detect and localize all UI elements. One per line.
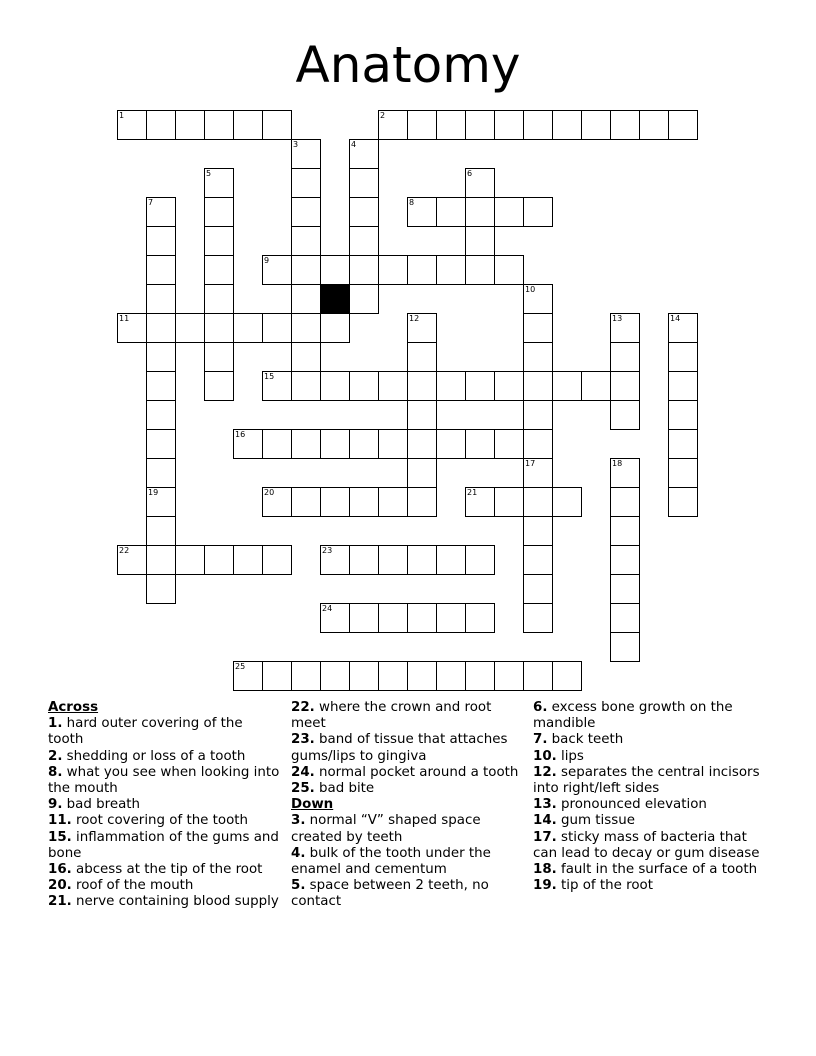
grid-cell[interactable]: [204, 226, 234, 256]
clue-number: 5.: [291, 878, 306, 894]
grid-cell[interactable]: [523, 545, 553, 575]
grid-cell[interactable]: [117, 110, 147, 140]
grid-cell[interactable]: [436, 429, 466, 459]
clue-number: 13.: [533, 797, 557, 813]
grid-cell[interactable]: [146, 487, 176, 517]
grid-cell[interactable]: [262, 487, 292, 517]
grid-cell[interactable]: [349, 255, 379, 285]
grid-cell[interactable]: [146, 226, 176, 256]
grid-cell[interactable]: [233, 110, 263, 140]
grid-cell[interactable]: [552, 487, 582, 517]
grid-cell[interactable]: [523, 371, 553, 401]
clue-down-6: [533, 700, 773, 732]
grid-cell[interactable]: [349, 168, 379, 198]
grid-cell[interactable]: [523, 487, 553, 517]
grid-cell[interactable]: [146, 284, 176, 314]
clue-across-11: [48, 813, 280, 829]
clue-number: 3.: [291, 813, 306, 829]
clue-down-19: [533, 878, 773, 894]
grid-cell[interactable]: [465, 110, 495, 140]
grid-cell[interactable]: [523, 197, 553, 227]
grid-cell[interactable]: [494, 371, 524, 401]
clue-number: 15.: [48, 829, 72, 845]
grid-cell[interactable]: [407, 545, 437, 575]
clue-text: sticky mass of bacteria that can lead to decay or gum disease: [533, 829, 760, 861]
grid-cell[interactable]: [523, 429, 553, 459]
grid-cell[interactable]: [378, 661, 408, 691]
grid-cell[interactable]: [291, 661, 321, 691]
grid-cell[interactable]: [146, 458, 176, 488]
grid-cell[interactable]: [407, 110, 437, 140]
grid-cell[interactable]: [610, 313, 640, 343]
grid-cell[interactable]: [320, 487, 350, 517]
clue-text: normal pocket around a tooth: [314, 764, 519, 780]
cell-number: 19: [148, 488, 159, 497]
grid-cell[interactable]: [204, 342, 234, 372]
grid-cell[interactable]: [465, 661, 495, 691]
grid-cell[interactable]: [204, 197, 234, 227]
cell-number: 21: [467, 488, 478, 497]
clue-section-header: Across: [48, 700, 99, 715]
clue-number: 14.: [533, 813, 557, 829]
grid-cell[interactable]: [262, 429, 292, 459]
grid-cell[interactable]: [291, 168, 321, 198]
grid-cell[interactable]: [146, 545, 176, 575]
clue-number: 7.: [533, 732, 548, 748]
grid-cell[interactable]: [291, 139, 321, 169]
grid-cell[interactable]: [465, 371, 495, 401]
grid-cell[interactable]: [668, 487, 698, 517]
grid-cell[interactable]: [465, 429, 495, 459]
grid-cell[interactable]: [610, 458, 640, 488]
grid-cell[interactable]: [291, 284, 321, 314]
grid-cell[interactable]: [262, 110, 292, 140]
cell-number: 11: [119, 314, 130, 323]
grid-cell[interactable]: [407, 661, 437, 691]
clue-text: normal “V” shaped space created by teeth: [291, 813, 481, 845]
clue-across-24: [291, 765, 523, 781]
clue-number: 21.: [48, 894, 72, 910]
grid-cell[interactable]: [552, 661, 582, 691]
grid-cell[interactable]: [610, 342, 640, 372]
grid-cell[interactable]: [436, 197, 466, 227]
grid-cell[interactable]: [407, 400, 437, 430]
clue-across-21: [48, 894, 280, 910]
grid-cell[interactable]: [349, 226, 379, 256]
grid-cell[interactable]: [349, 603, 379, 633]
grid-cell[interactable]: [262, 255, 292, 285]
clue-number: 16.: [48, 862, 72, 878]
clue-across-16: [48, 862, 280, 878]
clue-text: hard outer covering of the tooth: [48, 716, 243, 748]
clue-down-10: [533, 749, 773, 765]
clue-across-22: [291, 700, 523, 732]
grid-cell[interactable]: [204, 255, 234, 285]
black-cell: [320, 284, 350, 314]
grid-cell[interactable]: [407, 255, 437, 285]
grid-cell[interactable]: [349, 429, 379, 459]
clue-down-14: [533, 813, 773, 829]
grid-cell[interactable]: [117, 313, 147, 343]
grid-cell[interactable]: [349, 284, 379, 314]
grid-cell[interactable]: [465, 603, 495, 633]
grid-cell[interactable]: [668, 342, 698, 372]
clue-across-2: [48, 749, 280, 765]
cell-number: 18: [612, 459, 623, 468]
cell-number: 20: [264, 488, 275, 497]
grid-cell[interactable]: [175, 313, 205, 343]
clue-text: roof of the mouth: [71, 878, 194, 894]
grid-cell[interactable]: [146, 516, 176, 546]
grid-cell[interactable]: [320, 429, 350, 459]
grid-cell[interactable]: [465, 545, 495, 575]
grid-cell[interactable]: [436, 110, 466, 140]
clue-text: band of tissue that attaches gums/lips to gingiva: [291, 732, 508, 764]
grid-cell[interactable]: [494, 110, 524, 140]
clue-number: 11.: [48, 813, 72, 829]
clue-across-25: [291, 781, 523, 797]
clue-down-18: [533, 862, 773, 878]
grid-cell[interactable]: [378, 371, 408, 401]
grid-cell[interactable]: [349, 661, 379, 691]
grid-cell[interactable]: [610, 545, 640, 575]
grid-cell[interactable]: [523, 458, 553, 488]
clue-down-12: [533, 765, 773, 797]
grid-cell[interactable]: [581, 110, 611, 140]
clue-number: 8.: [48, 764, 63, 780]
grid-cell[interactable]: [523, 661, 553, 691]
grid-cell[interactable]: [639, 110, 669, 140]
grid-cell[interactable]: [668, 313, 698, 343]
clue-text: fault in the surface of a tooth: [556, 862, 758, 878]
grid-cell[interactable]: [378, 110, 408, 140]
grid-cell[interactable]: [465, 255, 495, 285]
cell-number: 16: [235, 430, 246, 439]
grid-cell[interactable]: [407, 429, 437, 459]
clue-number: 25.: [291, 781, 315, 797]
grid-cell[interactable]: [581, 371, 611, 401]
grid-cell[interactable]: [117, 545, 147, 575]
grid-cell[interactable]: [146, 429, 176, 459]
grid-cell[interactable]: [465, 226, 495, 256]
grid-cell[interactable]: [204, 371, 234, 401]
clue-text: bad bite: [314, 781, 375, 797]
clue-number: 24.: [291, 764, 315, 780]
grid-cell[interactable]: [204, 545, 234, 575]
clue-number: 12.: [533, 764, 557, 780]
grid-cell[interactable]: [262, 661, 292, 691]
grid-cell[interactable]: [610, 632, 640, 662]
cell-number: 1: [119, 111, 125, 120]
grid-cell[interactable]: [436, 255, 466, 285]
cell-number: 6: [467, 169, 473, 178]
grid-cell[interactable]: [233, 313, 263, 343]
grid-cell[interactable]: [262, 313, 292, 343]
clue-text: root covering of the tooth: [71, 813, 249, 829]
grid-cell[interactable]: [233, 545, 263, 575]
grid-cell[interactable]: [523, 110, 553, 140]
grid-cell[interactable]: [523, 516, 553, 546]
clue-down-5: [291, 878, 523, 910]
grid-cell[interactable]: [146, 342, 176, 372]
clues-column-3: [533, 700, 773, 894]
grid-cell[interactable]: [668, 110, 698, 140]
clue-text: separates the central incisors into right/left sides: [533, 764, 760, 797]
grid-cell[interactable]: [204, 313, 234, 343]
grid-cell[interactable]: [349, 545, 379, 575]
clue-text: back teeth: [547, 732, 624, 748]
grid-cell[interactable]: [378, 255, 408, 285]
grid-cell[interactable]: [523, 313, 553, 343]
grid-cell[interactable]: [523, 284, 553, 314]
grid-cell[interactable]: [320, 255, 350, 285]
clue-across-8: [48, 765, 280, 797]
grid-cell[interactable]: [523, 342, 553, 372]
clue-text: bulk of the tooth under the enamel and cementum: [291, 845, 491, 878]
grid-cell[interactable]: [465, 168, 495, 198]
cell-number: 15: [264, 372, 275, 381]
cell-number: 8: [409, 198, 415, 207]
clue-text: lips: [556, 748, 584, 764]
clue-text: gum tissue: [556, 813, 635, 829]
grid-cell[interactable]: [494, 487, 524, 517]
clue-number: 9.: [48, 797, 63, 813]
grid-cell[interactable]: [233, 429, 263, 459]
puzzle-title: Anatomy: [295, 36, 521, 94]
grid-cell[interactable]: [378, 545, 408, 575]
grid-cell[interactable]: [146, 574, 176, 604]
grid-cell[interactable]: [291, 371, 321, 401]
grid-cell[interactable]: [262, 545, 292, 575]
cell-number: 23: [322, 546, 333, 555]
clue-number: 18.: [533, 862, 557, 878]
cell-number: 14: [670, 314, 681, 323]
cell-number: 25: [235, 662, 246, 671]
grid-cell[interactable]: [291, 255, 321, 285]
clue-number: 22.: [291, 700, 315, 715]
clue-text: what you see when looking into the mouth: [48, 764, 280, 797]
grid-cell[interactable]: [407, 313, 437, 343]
clues-column-1: [48, 700, 280, 911]
grid-cell[interactable]: [146, 197, 176, 227]
cell-number: 5: [206, 169, 212, 178]
clue-across-20: [48, 878, 280, 894]
clue-text: space between 2 teeth, no contact: [291, 878, 489, 910]
cell-number: 13: [612, 314, 623, 323]
grid-cell[interactable]: [320, 661, 350, 691]
grid-cell[interactable]: [610, 110, 640, 140]
grid-cell[interactable]: [146, 313, 176, 343]
grid-cell[interactable]: [146, 371, 176, 401]
clue-section-header: Down: [291, 797, 334, 813]
clue-text: inflammation of the gums and bone: [48, 829, 279, 861]
grid-cell[interactable]: [262, 371, 292, 401]
grid-cell[interactable]: [349, 139, 379, 169]
grid-cell[interactable]: [407, 603, 437, 633]
clue-text: shedding or loss of a tooth: [62, 748, 246, 764]
cell-number: 7: [148, 198, 154, 207]
clue-down-3: [291, 813, 523, 845]
grid-cell[interactable]: [378, 429, 408, 459]
grid-cell[interactable]: [146, 110, 176, 140]
grid-cell[interactable]: [610, 516, 640, 546]
cell-number: 9: [264, 256, 270, 265]
grid-cell[interactable]: [378, 603, 408, 633]
grid-cell[interactable]: [291, 429, 321, 459]
clue-number: 2.: [48, 748, 63, 764]
grid-cell[interactable]: [175, 110, 205, 140]
grid-cell[interactable]: [320, 313, 350, 343]
clue-text: tip of the root: [556, 878, 653, 894]
grid-cell[interactable]: [610, 400, 640, 430]
clue-number: 19.: [533, 878, 557, 894]
grid-cell[interactable]: [610, 371, 640, 401]
clue-across-15: [48, 830, 280, 862]
grid-cell[interactable]: [407, 371, 437, 401]
clue-across-1: [48, 716, 280, 748]
grid-cell[interactable]: [349, 487, 379, 517]
grid-cell[interactable]: [407, 458, 437, 488]
grid-cell[interactable]: [494, 255, 524, 285]
grid-cell[interactable]: [320, 545, 350, 575]
clue-text: excess bone growth on the mandible: [533, 700, 733, 732]
grid-cell[interactable]: [668, 400, 698, 430]
grid-cell[interactable]: [494, 429, 524, 459]
grid-cell[interactable]: [668, 429, 698, 459]
clue-number: 20.: [48, 878, 72, 894]
grid-cell[interactable]: [291, 313, 321, 343]
grid-cell[interactable]: [523, 574, 553, 604]
grid-cell[interactable]: [610, 603, 640, 633]
clue-across-9: [48, 797, 280, 813]
clue-text: nerve containing blood supply: [71, 894, 279, 910]
grid-cell[interactable]: [523, 603, 553, 633]
clue-number: 6.: [533, 700, 548, 715]
clue-number: 10.: [533, 748, 557, 764]
grid-cell[interactable]: [146, 400, 176, 430]
grid-cell[interactable]: [465, 197, 495, 227]
grid-cell[interactable]: [407, 487, 437, 517]
grid-cell[interactable]: [668, 458, 698, 488]
clue-text: abcess at the tip of the root: [71, 862, 263, 878]
clue-text: bad breath: [62, 797, 141, 813]
cell-number: 4: [351, 140, 357, 149]
grid-cell[interactable]: [407, 342, 437, 372]
cell-number: 3: [293, 140, 299, 149]
clue-down-4: [291, 846, 523, 878]
grid-cell[interactable]: [320, 371, 350, 401]
grid-cell[interactable]: [523, 400, 553, 430]
grid-cell[interactable]: [494, 661, 524, 691]
clue-down-7: [533, 732, 773, 748]
grid-cell[interactable]: [610, 574, 640, 604]
clue-number: 17.: [533, 829, 557, 845]
grid-cell[interactable]: [378, 487, 408, 517]
grid-cell[interactable]: [552, 110, 582, 140]
grid-cell[interactable]: [349, 197, 379, 227]
grid-cell[interactable]: [233, 661, 263, 691]
cell-number: 12: [409, 314, 420, 323]
grid-cell[interactable]: [436, 603, 466, 633]
grid-cell[interactable]: [349, 371, 379, 401]
clue-number: 23.: [291, 732, 315, 748]
clue-number: 1.: [48, 716, 63, 732]
cell-number: 10: [525, 285, 536, 294]
cell-number: 22: [119, 546, 130, 555]
clue-down-13: [533, 797, 773, 813]
clues-column-2: [291, 700, 523, 911]
grid-cell[interactable]: [668, 371, 698, 401]
grid-cell[interactable]: [291, 342, 321, 372]
grid-cell[interactable]: [291, 197, 321, 227]
grid-cell[interactable]: [436, 371, 466, 401]
clue-down-17: [533, 830, 773, 862]
grid-cell[interactable]: [407, 197, 437, 227]
clue-text: where the crown and root meet: [291, 700, 492, 732]
cell-number: 24: [322, 604, 333, 613]
grid-cell[interactable]: [204, 168, 234, 198]
grid-cell[interactable]: [436, 545, 466, 575]
grid-cell[interactable]: [465, 487, 495, 517]
cell-number: 17: [525, 459, 536, 468]
grid-cell[interactable]: [552, 371, 582, 401]
cell-number: 2: [380, 111, 386, 120]
grid-cell[interactable]: [320, 603, 350, 633]
grid-cell[interactable]: [291, 487, 321, 517]
grid-cell[interactable]: [436, 661, 466, 691]
grid-cell[interactable]: [204, 284, 234, 314]
clue-number: 4.: [291, 845, 306, 861]
grid-cell[interactable]: [610, 487, 640, 517]
grid-cell[interactable]: [291, 226, 321, 256]
clue-across-23: [291, 732, 523, 764]
grid-cell[interactable]: [204, 110, 234, 140]
grid-cell[interactable]: [494, 197, 524, 227]
clue-text: pronounced elevation: [556, 797, 707, 813]
grid-cell[interactable]: [175, 545, 205, 575]
grid-cell[interactable]: [146, 255, 176, 285]
